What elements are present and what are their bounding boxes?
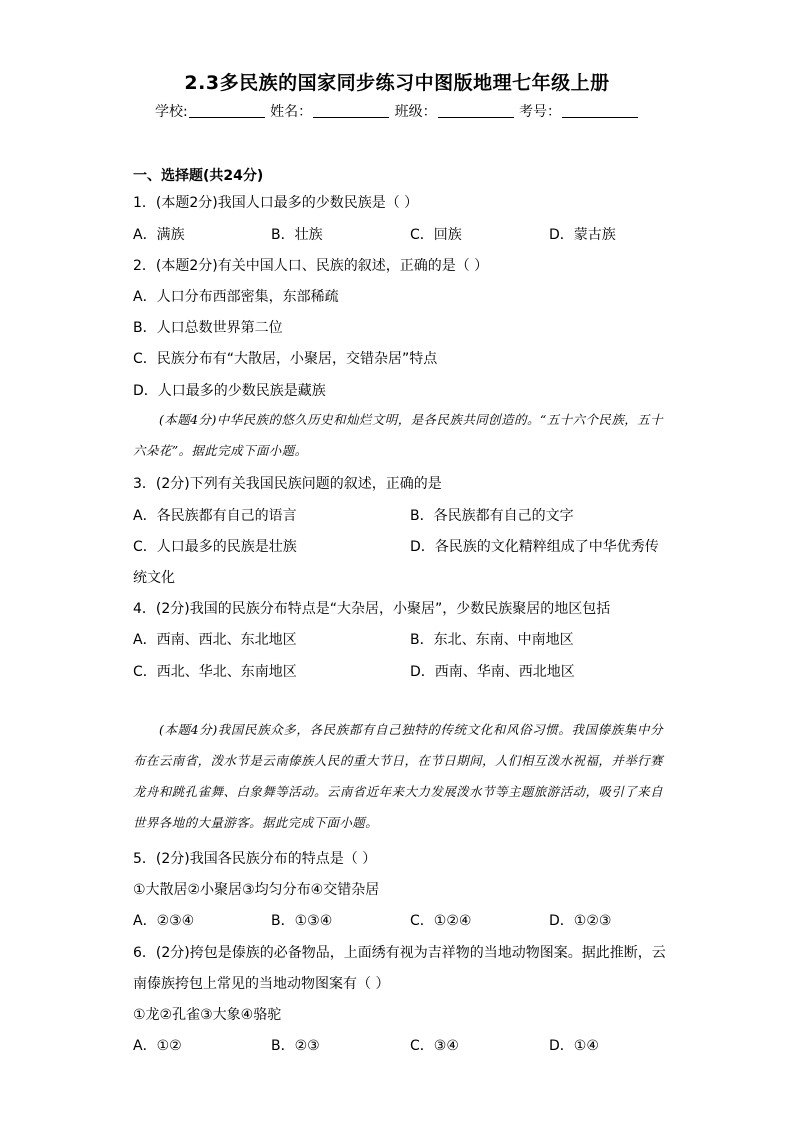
question-4-option-d: D．西南、华南、西北地区: [410, 664, 575, 680]
question-4-option-a: A．西南、西北、东北地区: [133, 632, 297, 648]
question-5-option-d: D．①②③: [549, 913, 612, 929]
question-5-items: ①大散居②小聚居③均匀分布④交错杂居: [133, 882, 380, 898]
name-blank[interactable]: [313, 103, 389, 118]
passage-1: (本题4分)中华民族的悠久历史和灿烂文明，是各民族共同创造的。“五十六个民族，五十六朵花”。据此完成下面小题。: [133, 412, 663, 458]
question-6-option-d: D．①④: [549, 1038, 599, 1054]
question-2-option-d: D．人口最多的少数民族是藏族: [133, 383, 326, 399]
question-5-stem: 5．(2分)我国各民族分布的特点是（ ）: [133, 851, 377, 867]
question-1-option-d: D．蒙古族: [549, 227, 616, 243]
question-6-option-b: B．②③: [271, 1038, 320, 1054]
class-blank[interactable]: [438, 103, 514, 118]
student-info-line: [0, 101, 794, 121]
question-3-option-d-continued: 统文化: [133, 570, 175, 586]
question-4-stem: 4．(2分)我国的民族分布特点是“大杂居，小聚居”，少数民族聚居的地区包括: [133, 601, 611, 617]
question-6-option-a: A．①②: [133, 1038, 182, 1054]
question-6-stem-line-1: 6．(2分)挎包是傣族的必备物品，上面绣有视为吉祥物的当地动物图案。据此推断，云: [133, 945, 666, 961]
question-4-option-b: B．东北、东南、中南地区: [410, 632, 574, 648]
question-3-option-b: B．各民族都有自己的文字: [410, 508, 574, 524]
question-5-option-b: B．①③④: [271, 913, 333, 929]
exam-number-blank[interactable]: [562, 103, 638, 118]
question-6-items: ①龙②孔雀③大象④骆驼: [133, 1007, 282, 1023]
question-3-option-a: A．各民族都有自己的语言: [133, 508, 297, 524]
question-6-option-c: C．③④: [410, 1038, 459, 1054]
question-1-option-a: A．满族: [133, 227, 185, 243]
question-2-option-b: B．人口总数世界第二位: [133, 320, 283, 336]
school-label: 学校:: [154, 104, 188, 120]
class-label: 班级：: [394, 104, 437, 120]
question-3-option-c: C．人口最多的民族是壮族: [133, 539, 297, 555]
question-1-option-b: B．壮族: [271, 227, 323, 243]
exam-number-label: 考号：: [519, 104, 562, 120]
passage-2: (本题4分)我国民族众多，各民族都有自己独特的传统文化和风俗习惯。我国傣族集中分布在云南省，泼水节是云南傣族人民的重大节日，在节日期间，人们相互泼水祝福，并举行赛龙舟和跳孔雀舞、白象舞等活动。云南省近年来大力发展泼水节等主题旅游活动，吸引了来自世界各地的大量游客。据此完成下面小题。: [133, 722, 663, 830]
question-3-option-d: D．各民族的文化精粹组成了中华优秀传: [410, 539, 659, 555]
question-5-option-c: C．①②④: [410, 913, 472, 929]
page-title: 2.3多民族的国家同步练习中图版地理七年级上册: [184, 72, 610, 94]
question-2-stem: 2．(本题2分)有关中国人口、民族的叙述，正确的是（ ）: [133, 258, 489, 274]
question-3-stem: 3．(2分)下列有关我国民族问题的叙述，正确的是: [133, 476, 442, 492]
question-5-option-a: A．②③④: [133, 913, 195, 929]
question-2-option-c: C．民族分布有“大散居，小聚居，交错杂居”特点: [133, 351, 438, 367]
question-4-option-c: C．西北、华北、东南地区: [133, 664, 297, 680]
question-1-stem: 1．(本题2分)我国人口最多的少数民族是（ ）: [133, 195, 419, 211]
name-label: 姓名：: [270, 104, 313, 120]
question-1-option-c: C．回族: [410, 227, 462, 243]
section-heading: 一、选择题(共24分): [133, 168, 264, 184]
school-blank[interactable]: [189, 103, 265, 118]
question-2-option-a: A．人口分布西部密集，东部稀疏: [133, 289, 339, 305]
question-6-stem-line-2: 南傣族挎包上常见的当地动物图案有（ ）: [133, 976, 390, 992]
